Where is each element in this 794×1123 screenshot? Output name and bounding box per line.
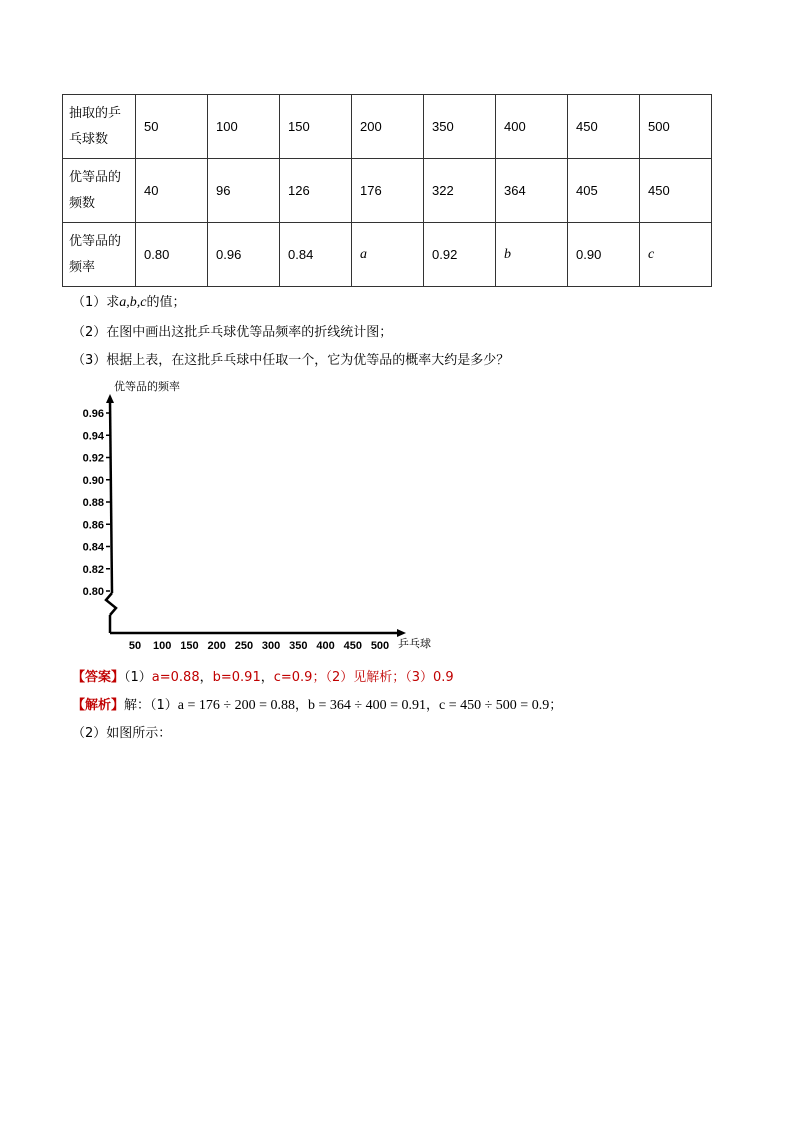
table-cell: 176: [352, 159, 424, 223]
equation-b: b = 364 ÷ 400 = 0.91: [308, 698, 426, 713]
x-tick-label: 500: [370, 640, 390, 652]
table-cell: 364: [496, 159, 568, 223]
frequency-chart: [76, 378, 431, 658]
y-tick-label: 0.86: [82, 519, 104, 532]
table-cell: 0.80: [136, 223, 208, 287]
table-row: [63, 159, 712, 223]
analysis-line: 【解析】解：（1）a = 176 ÷ 200 = 0.88，b = 364 ÷ 400 = 0.91，c = 450 ÷ 500 = 0.9；: [72, 698, 563, 713]
table-cell: 0.90: [568, 223, 640, 287]
question-2: （2）在图中画出这批乒乓球优等品频率的折线统计图；: [72, 325, 393, 340]
answer-label: 【答案】: [72, 670, 125, 685]
row-header: 抽取的乒乓球数: [63, 95, 136, 159]
table-cell: 100: [208, 95, 280, 159]
table-cell: 350: [424, 95, 496, 159]
chart-svg: [76, 378, 431, 658]
table-cell: 405: [568, 159, 640, 223]
variable-symbol: b: [504, 246, 511, 262]
frequency-table: [62, 94, 712, 287]
question-1: （1）求a,b,c的值；: [72, 295, 186, 310]
row-header: 优等品的频数: [63, 159, 136, 223]
y-tick-label: 0.96: [82, 408, 104, 420]
variable-symbol: a: [360, 246, 367, 262]
y-axis: [110, 400, 112, 593]
table-cell: 96: [208, 159, 280, 223]
table-cell: 150: [280, 95, 352, 159]
table-cell: 40: [136, 159, 208, 223]
table-row: [63, 95, 712, 159]
table-cell: 0.92: [424, 223, 496, 287]
x-tick-label: 450: [343, 640, 362, 652]
y-tick-label: 0.94: [82, 430, 104, 443]
x-axis-label: 乒乓球: [398, 637, 431, 650]
analysis-part-2: （2）如图所示：: [72, 726, 172, 741]
table-cell: 322: [424, 159, 496, 223]
y-tick-label: 0.90: [82, 474, 104, 487]
answer-line: 【答案】（1）a=0.88，b=0.91，c=0.9；（2）见解析；（3）0.9: [72, 670, 454, 685]
y-tick-label: 0.80: [82, 586, 104, 598]
table-cell: [496, 223, 568, 287]
x-tick-label: 50: [128, 640, 142, 652]
row-header: 优等品的频率: [63, 223, 136, 287]
analysis-label: 【解析】: [72, 698, 125, 713]
table-cell: 0.96: [208, 223, 280, 287]
equation-a: a = 176 ÷ 200 = 0.88: [177, 698, 295, 713]
y-tick-label: 0.82: [82, 563, 104, 576]
y-axis-arrow-icon: [106, 394, 114, 403]
table-cell: [640, 223, 712, 287]
table-cell: 500: [640, 95, 712, 159]
x-axis-arrow-icon: [397, 629, 406, 637]
x-tick-label: 400: [316, 640, 335, 652]
axis-break-icon: [106, 593, 116, 615]
y-tick-label: 0.92: [82, 452, 104, 465]
y-tick-label: 0.84: [82, 541, 104, 554]
x-tick-label: 250: [234, 640, 254, 652]
variable-symbol: c: [648, 246, 655, 262]
table-cell: 126: [280, 159, 352, 223]
table-cell: 450: [640, 159, 712, 223]
x-tick-label: 200: [207, 640, 226, 652]
question-3: （3）根据上表，在这批乒乓球中任取一个，它为优等品的概率大约是多少？: [72, 353, 510, 368]
x-tick-label: 300: [261, 640, 281, 652]
y-axis-label: 优等品的频率: [114, 380, 180, 393]
y-tick-label: 0.88: [82, 497, 104, 509]
x-tick-label: 100: [153, 640, 172, 652]
table-cell: 50: [136, 95, 208, 159]
table-cell: 0.84: [280, 223, 352, 287]
table-row: [63, 223, 712, 287]
table-cell: 200: [352, 95, 424, 159]
x-tick-label: 350: [289, 640, 308, 652]
x-tick-label: 150: [180, 640, 199, 652]
table-cell: [352, 223, 424, 287]
table-cell: 400: [496, 95, 568, 159]
table-cell: 450: [568, 95, 640, 159]
equation-c: c = 450 ÷ 500 = 0.9: [439, 698, 550, 713]
